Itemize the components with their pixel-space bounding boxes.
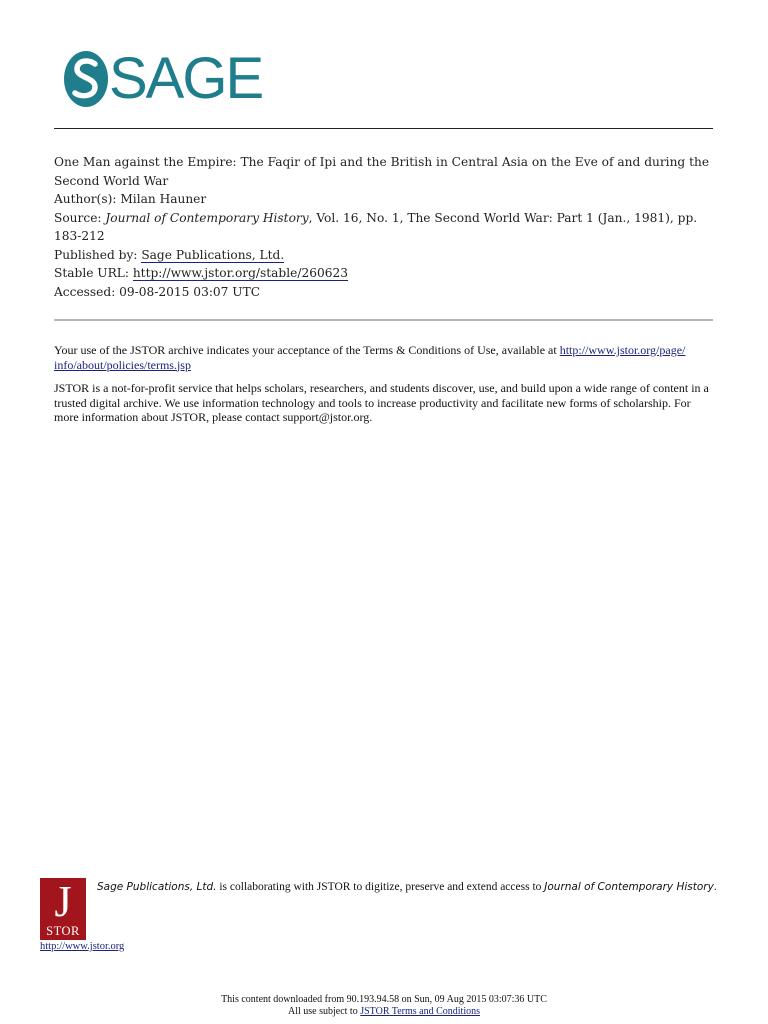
sage-s-circle-icon	[62, 48, 110, 110]
terms-notice	[54, 343, 714, 372]
download-footer	[0, 994, 768, 1017]
sage-logo-text: SAGE	[109, 46, 263, 111]
author-label: Author(s):	[54, 192, 117, 206]
author-name: Milan Hauner	[120, 192, 207, 206]
collab-end: .	[713, 881, 717, 893]
stable-url-line	[54, 264, 714, 283]
collab-publisher: Sage Publications, Ltd.	[97, 881, 217, 893]
terms-footer-prefix: All use subject to	[288, 1005, 361, 1017]
download-info: This content downloaded from 90.193.94.58 on Sun, 09 Aug 2015 03:07:36 UTC	[221, 994, 547, 1005]
terms-text: Your use of the JSTOR archive indicates your acceptance of the Terms & Conditions of Use, available at	[54, 343, 557, 357]
author-line	[54, 190, 714, 209]
source-line	[54, 209, 714, 246]
journal-name: Journal of Contemporary History	[105, 210, 309, 225]
publisher-link[interactable]: Sage Publications, Ltd.	[141, 247, 285, 262]
collaboration-notice	[97, 880, 717, 895]
terms-link[interactable]: http://www.jstor.org/page/ info/about/policies/terms.jsp	[54, 343, 686, 372]
jstor-home-link[interactable]: http://www.jstor.org	[40, 941, 125, 952]
terms-footer-line	[0, 1006, 768, 1018]
published-label: Published by:	[54, 247, 138, 262]
jstor-logo[interactable]	[40, 878, 86, 940]
source-label: Source:	[54, 210, 102, 225]
article-metadata	[54, 153, 714, 301]
sage-logo	[62, 48, 262, 110]
top-divider	[54, 128, 713, 129]
published-line	[54, 246, 714, 265]
source-details: , Vol. 16, No. 1, The Second World War: Part 1 (Jan., 1981), pp. 183-212	[54, 210, 698, 243]
stable-url-label: Stable URL:	[54, 266, 129, 280]
jstor-logo-word: STOR	[46, 924, 80, 938]
jstor-about: JSTOR is a not-for-profit service that helps scholars, researchers, and students discover, use, and build upon a wide range of content in a trusted digital archive. We use information technology and tools to increase productivity and facilitate new forms of scholarship. For more information about JSTOR, please contact support@jstor.org.	[54, 381, 709, 424]
stable-url-link[interactable]: http://www.jstor.org/stable/260623	[132, 266, 348, 280]
article-title: One Man against the Empire: The Faqir of Ipi and the British in Central Asia on the Eve of and during the Second World War	[54, 155, 710, 188]
jstor-logo-letter: J	[54, 877, 72, 926]
collab-text: is collaborating with JSTOR to digitize, preserve and extend access to	[216, 881, 545, 893]
middle-divider	[54, 319, 713, 321]
terms-section	[54, 343, 714, 434]
accessed-line: Accessed: 09-08-2015 03:07 UTC	[54, 284, 261, 299]
collab-journal: Journal of Contemporary History	[544, 881, 714, 893]
terms-footer-link[interactable]: JSTOR Terms and Conditions	[360, 1005, 480, 1017]
